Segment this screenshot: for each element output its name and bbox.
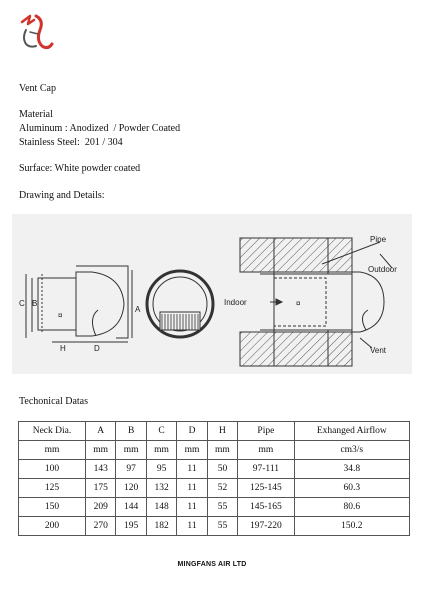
svg-text:¤: ¤ bbox=[58, 311, 63, 320]
table-cell: 209 bbox=[85, 498, 115, 517]
table-cell: 97-111 bbox=[238, 460, 294, 479]
table-cell: 120 bbox=[116, 479, 146, 498]
unit-cell: mm bbox=[146, 441, 176, 460]
table-cell: 52 bbox=[207, 479, 237, 498]
company-logo-icon bbox=[16, 12, 54, 52]
header-cell: Exhanged Airflow bbox=[294, 422, 409, 441]
table-cell: 148 bbox=[146, 498, 176, 517]
table-cell: 97 bbox=[116, 460, 146, 479]
unit-cell: mm bbox=[116, 441, 146, 460]
table-cell: 132 bbox=[146, 479, 176, 498]
table-row bbox=[19, 498, 410, 517]
unit-cell: mm bbox=[207, 441, 237, 460]
header-cell: A bbox=[85, 422, 115, 441]
header-cell: D bbox=[177, 422, 207, 441]
label-indoor: Indoor bbox=[224, 298, 247, 307]
table-row bbox=[19, 479, 410, 498]
table-row bbox=[19, 517, 410, 536]
label-pipe: Pipe bbox=[370, 235, 387, 244]
unit-cell: mm bbox=[238, 441, 294, 460]
header-cell: Neck Dia. bbox=[19, 422, 86, 441]
header-cell: Pipe bbox=[238, 422, 294, 441]
table-cell: 34.8 bbox=[294, 460, 409, 479]
unit-cell: mm bbox=[177, 441, 207, 460]
table-cell: 125 bbox=[19, 479, 86, 498]
header-cell: H bbox=[207, 422, 237, 441]
table-cell: 11 bbox=[177, 479, 207, 498]
table-units-row bbox=[19, 441, 410, 460]
table-cell: 11 bbox=[177, 460, 207, 479]
technical-data-heading: Techonical Datas bbox=[19, 396, 88, 407]
table-cell: 55 bbox=[207, 498, 237, 517]
unit-cell: mm bbox=[19, 441, 86, 460]
specifications-table bbox=[18, 421, 410, 536]
svg-text:¤: ¤ bbox=[296, 299, 301, 308]
table-cell: 195 bbox=[116, 517, 146, 536]
table-cell: 150 bbox=[19, 498, 86, 517]
table-cell: 182 bbox=[146, 517, 176, 536]
company-footer: MINGFANS AIR LTD bbox=[177, 561, 247, 568]
table-cell: 55 bbox=[207, 517, 237, 536]
table-cell: 95 bbox=[146, 460, 176, 479]
dim-label-a: A bbox=[135, 305, 141, 314]
table-cell: 144 bbox=[116, 498, 146, 517]
header-cell: B bbox=[116, 422, 146, 441]
table-cell: 11 bbox=[177, 517, 207, 536]
table-cell: 270 bbox=[85, 517, 115, 536]
vent-cap-drawing bbox=[12, 214, 412, 374]
table-cell: 143 bbox=[85, 460, 115, 479]
label-vent: Vent bbox=[370, 346, 387, 355]
table-cell: 125-145 bbox=[238, 479, 294, 498]
dim-label-c: C bbox=[19, 299, 25, 308]
table-cell: 60.3 bbox=[294, 479, 409, 498]
side-view bbox=[26, 266, 132, 342]
material-line: Aluminum : Anodized / Powder Coated bbox=[19, 123, 181, 134]
table-cell: 197-220 bbox=[238, 517, 294, 536]
drawing-heading: Drawing and Details: bbox=[19, 190, 105, 201]
unit-cell: mm bbox=[85, 441, 115, 460]
table-cell: 200 bbox=[19, 517, 86, 536]
label-outdoor: Outdoor bbox=[368, 265, 397, 274]
product-title: Vent Cap bbox=[19, 83, 56, 94]
material-line: Stainless Steel: 201 / 304 bbox=[19, 137, 123, 148]
header-cell: C bbox=[146, 422, 176, 441]
table-cell: 100 bbox=[19, 460, 86, 479]
table-cell: 175 bbox=[85, 479, 115, 498]
table-cell: 11 bbox=[177, 498, 207, 517]
dim-label-d: D bbox=[94, 344, 100, 353]
table-row bbox=[19, 460, 410, 479]
table-cell: 50 bbox=[207, 460, 237, 479]
table-cell: 150.2 bbox=[294, 517, 409, 536]
dim-label-h: H bbox=[60, 344, 66, 353]
table-cell: 80.6 bbox=[294, 498, 409, 517]
front-view bbox=[147, 271, 213, 337]
surface-text: Surface: White powder coated bbox=[19, 163, 141, 174]
table-cell: 145-165 bbox=[238, 498, 294, 517]
unit-cell: cm3/s bbox=[294, 441, 409, 460]
table-header-row bbox=[19, 422, 410, 441]
dim-label-b: B bbox=[32, 299, 38, 308]
technical-drawing bbox=[12, 214, 412, 374]
material-section bbox=[19, 108, 180, 150]
material-heading: Material bbox=[19, 109, 53, 120]
